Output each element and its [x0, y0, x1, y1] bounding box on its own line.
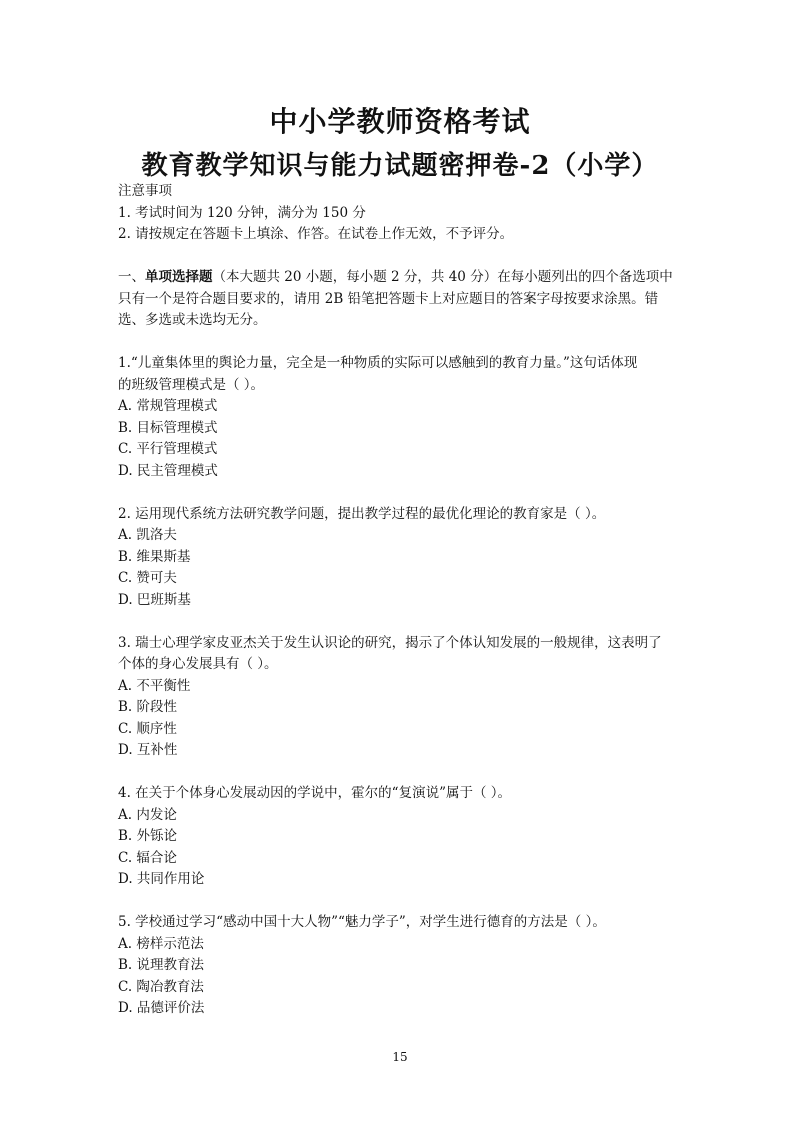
exam-title: 中小学教师资格考试 [269, 105, 531, 138]
page-number: 15 [392, 1050, 408, 1064]
question-option: B. 目标管理模式 [118, 419, 218, 436]
question-stem: 2. 运用现代系统方法研究教学问题，提出教学过程的最优化理论的教育家是（ ）。 [118, 505, 606, 522]
question-option: D. 互补性 [118, 742, 178, 758]
question-option: B. 维果斯基 [118, 548, 191, 565]
question-option: C. 赞可夫 [118, 570, 177, 586]
question-option: B. 外铄论 [118, 828, 178, 844]
question-option: C. 平行管理模式 [118, 441, 218, 457]
question-option: A. 凯洛夫 [118, 527, 177, 543]
notice-item: 2. 请按规定在答题卡上填涂、作答。在试卷上作无效，不予评分。 [118, 226, 514, 242]
question-option: C. 顺序性 [118, 720, 177, 737]
question-option: A. 常规管理模式 [118, 398, 218, 414]
question-stem: 的班级管理模式是（ ）。 [118, 376, 265, 393]
question-2 [118, 504, 683, 612]
question-option: A. 榜样示范法 [118, 935, 204, 952]
notice-heading: 注意事项 [118, 183, 172, 199]
exam-subtitle: 教育教学知识与能力试题密押卷-2（小学） [141, 151, 659, 181]
question-option: A. 不平衡性 [118, 677, 191, 694]
section-title: 单项选择题 [145, 269, 213, 285]
question-stem: 4. 在关于个体身心发展动因的学说中，霍尔的“复演说”属于（ ）。 [118, 785, 512, 801]
question-stem: 1.“儿童集体里的舆论力量，完全是一种物质的实际可以感触到的教育力量。”这句话体现 [118, 355, 638, 371]
section-description-line: 选、多选或未选均无分。 [118, 312, 267, 328]
question-stem: 个体的身心发展具有（ ）。 [118, 656, 278, 672]
question-option: D. 品德评价法 [118, 1000, 205, 1016]
question-option: C. 辐合论 [118, 849, 177, 866]
section-prefix: 一、 [118, 269, 145, 285]
question-option: C. 陶冶教育法 [118, 978, 204, 995]
question-1 [118, 353, 683, 482]
section-description-line: 只有一个是符合题目要求的，请用 2B 铅笔把答题卡上对应题目的答案字母按要求涂黑。错 [118, 290, 659, 307]
notice-item: 1. 考试时间为 120 分钟，满分为 150 分 [118, 204, 366, 221]
question-option: D. 共同作用论 [118, 871, 205, 887]
question-option: A. 内发论 [118, 806, 177, 823]
question-option: B. 说理教育法 [118, 957, 205, 973]
question-stem: 5. 学校通过学习“感动中国十大人物”“魅力学子”，对学生进行德育的方法是（ ）。 [118, 914, 606, 930]
question-stem: 3. 瑞士心理学家皮亚杰关于发生认识论的研究，揭示了个体认知发展的一般规律，这表明了 [118, 634, 662, 651]
section-description: （本大题共 20 小题，每小题 2 分，共 40 分）在每小题列出的四个备选项中 [212, 269, 673, 285]
document-body [118, 181, 683, 1020]
question-3 [118, 633, 683, 762]
section-intro-line [118, 267, 683, 289]
question-4 [118, 783, 683, 891]
question-5 [118, 912, 683, 1020]
question-option: D. 民主管理模式 [118, 462, 218, 479]
question-option: B. 阶段性 [118, 699, 178, 715]
question-option: D. 巴班斯基 [118, 591, 191, 608]
